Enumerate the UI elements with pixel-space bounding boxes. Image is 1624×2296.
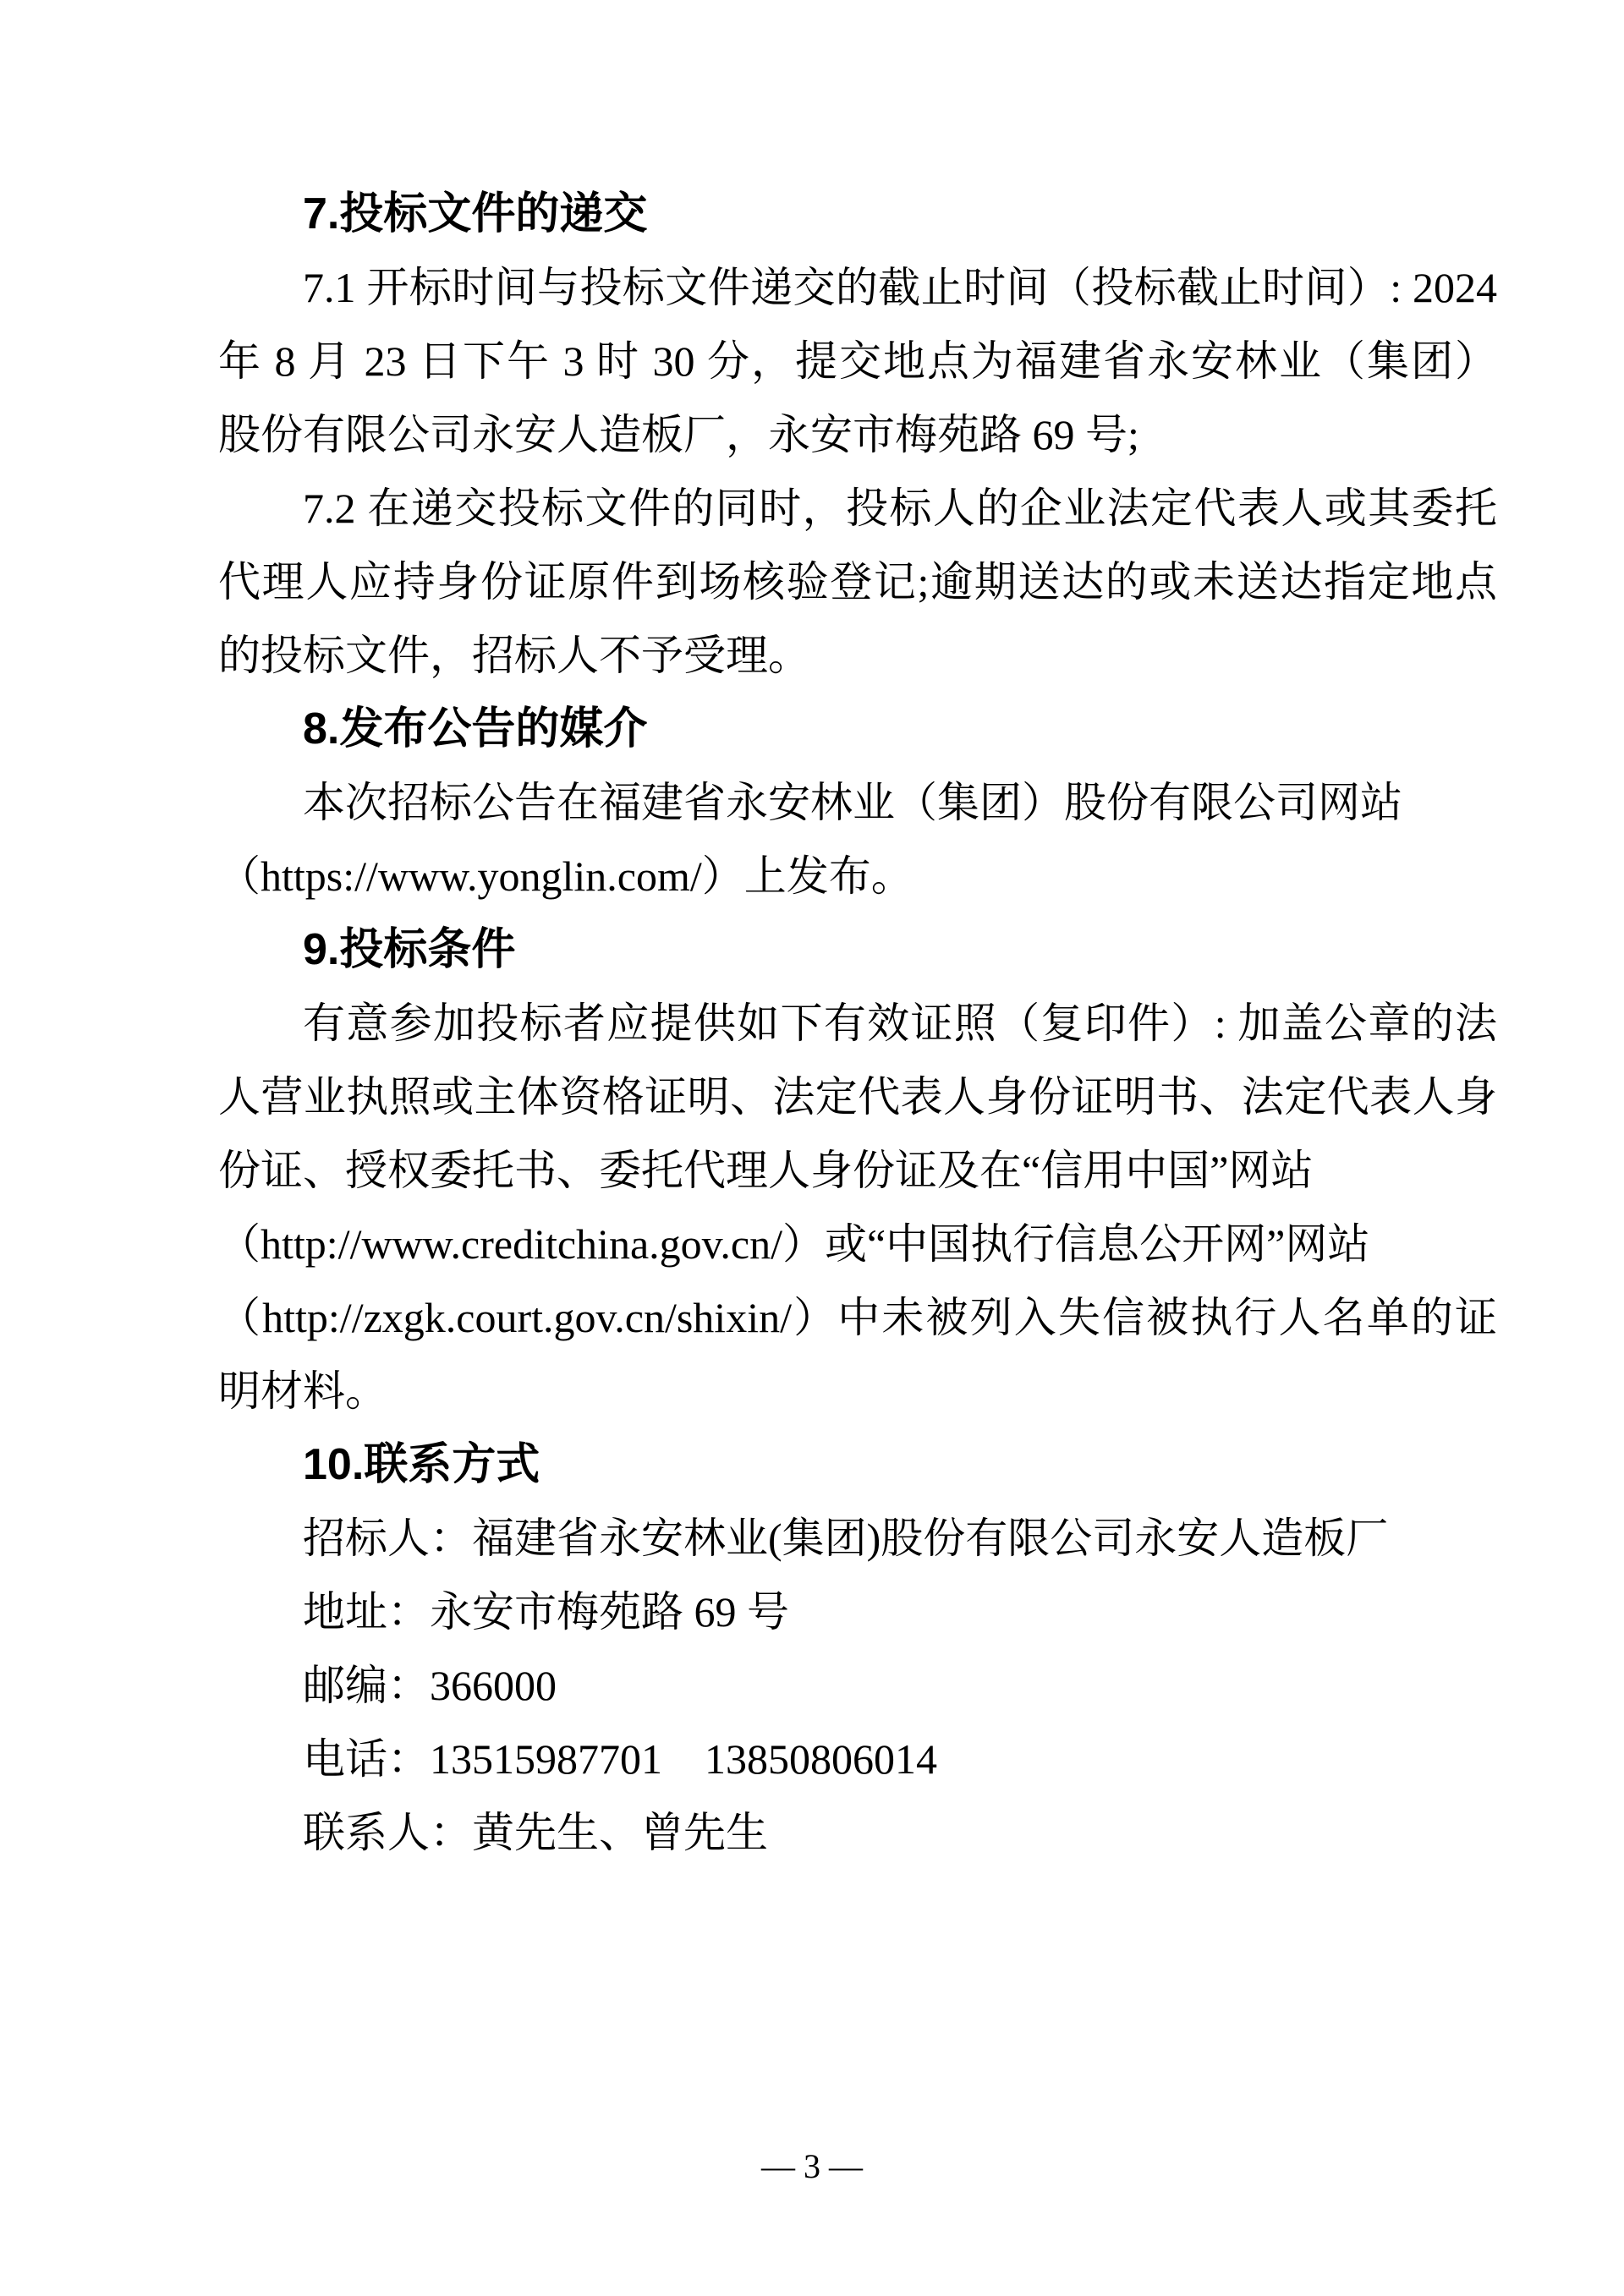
text-line: （http://zxgk.court.gov.cn/shixin/）中未被列入失信被执行人名单的证 bbox=[218, 1294, 1497, 1341]
section-heading: 9.投标条件 bbox=[303, 925, 516, 974]
page-number: — 3 — bbox=[761, 2147, 863, 2185]
text-line: 代理人应持身份证原件到场核验登记;逾期送达的或未送达指定地点 bbox=[218, 558, 1497, 606]
text-line: 7.2 在递交投标文件的同时，投标人的企业法定代表人或其委托 bbox=[303, 485, 1497, 532]
text-line: 招标人：福建省永安林业(集团)股份有限公司永安人造板厂 bbox=[303, 1515, 1389, 1562]
text-line: 明材料。 bbox=[218, 1367, 387, 1415]
text-line: 股份有限公司永安人造板厂，永安市梅苑路 69 号; bbox=[218, 411, 1139, 458]
text-line: 本次招标公告在福建省永安林业（集团）股份有限公司网站 bbox=[303, 779, 1402, 826]
text-line: （http://www.creditchina.gov.cn/）或“中国执行信息公开网”网站 bbox=[218, 1220, 1370, 1268]
text-line: 有意参加投标者应提供如下有效证照（复印件）: 加盖公章的法 bbox=[303, 1000, 1497, 1047]
text-line: 的投标文件，招标人不予受理。 bbox=[218, 632, 810, 679]
document-body bbox=[218, 178, 1497, 1870]
section-heading: 10.联系方式 bbox=[303, 1440, 540, 1489]
text-line: 电话：13515987701 13850806014 bbox=[303, 1735, 937, 1783]
text-line: 邮编：366000 bbox=[303, 1662, 557, 1709]
text-line: 年 8 月 23 日下午 3 时 30 分，提交地点为福建省永安林业（集团） bbox=[218, 337, 1497, 385]
text-line: 联系人：黄先生、曾先生 bbox=[303, 1809, 768, 1856]
text-line: 份证、授权委托书、委托代理人身份证及在“信用中国”网站 bbox=[218, 1147, 1314, 1194]
text-line: 地址：永安市梅苑路 69 号 bbox=[303, 1588, 789, 1636]
text-line: 人营业执照或主体资格证明、法定代表人身份证明书、法定代表人身 bbox=[218, 1073, 1497, 1121]
text-line: 7.1 开标时间与投标文件递交的截止时间（投标截止时间）: 2024 bbox=[303, 264, 1497, 311]
section-heading: 7.投标文件的递交 bbox=[303, 189, 648, 238]
section-heading: 8.发布公告的媒介 bbox=[303, 704, 648, 753]
page-footer bbox=[0, 2141, 1624, 2192]
text-line: （https://www.yonglin.com/）上发布。 bbox=[218, 852, 914, 900]
